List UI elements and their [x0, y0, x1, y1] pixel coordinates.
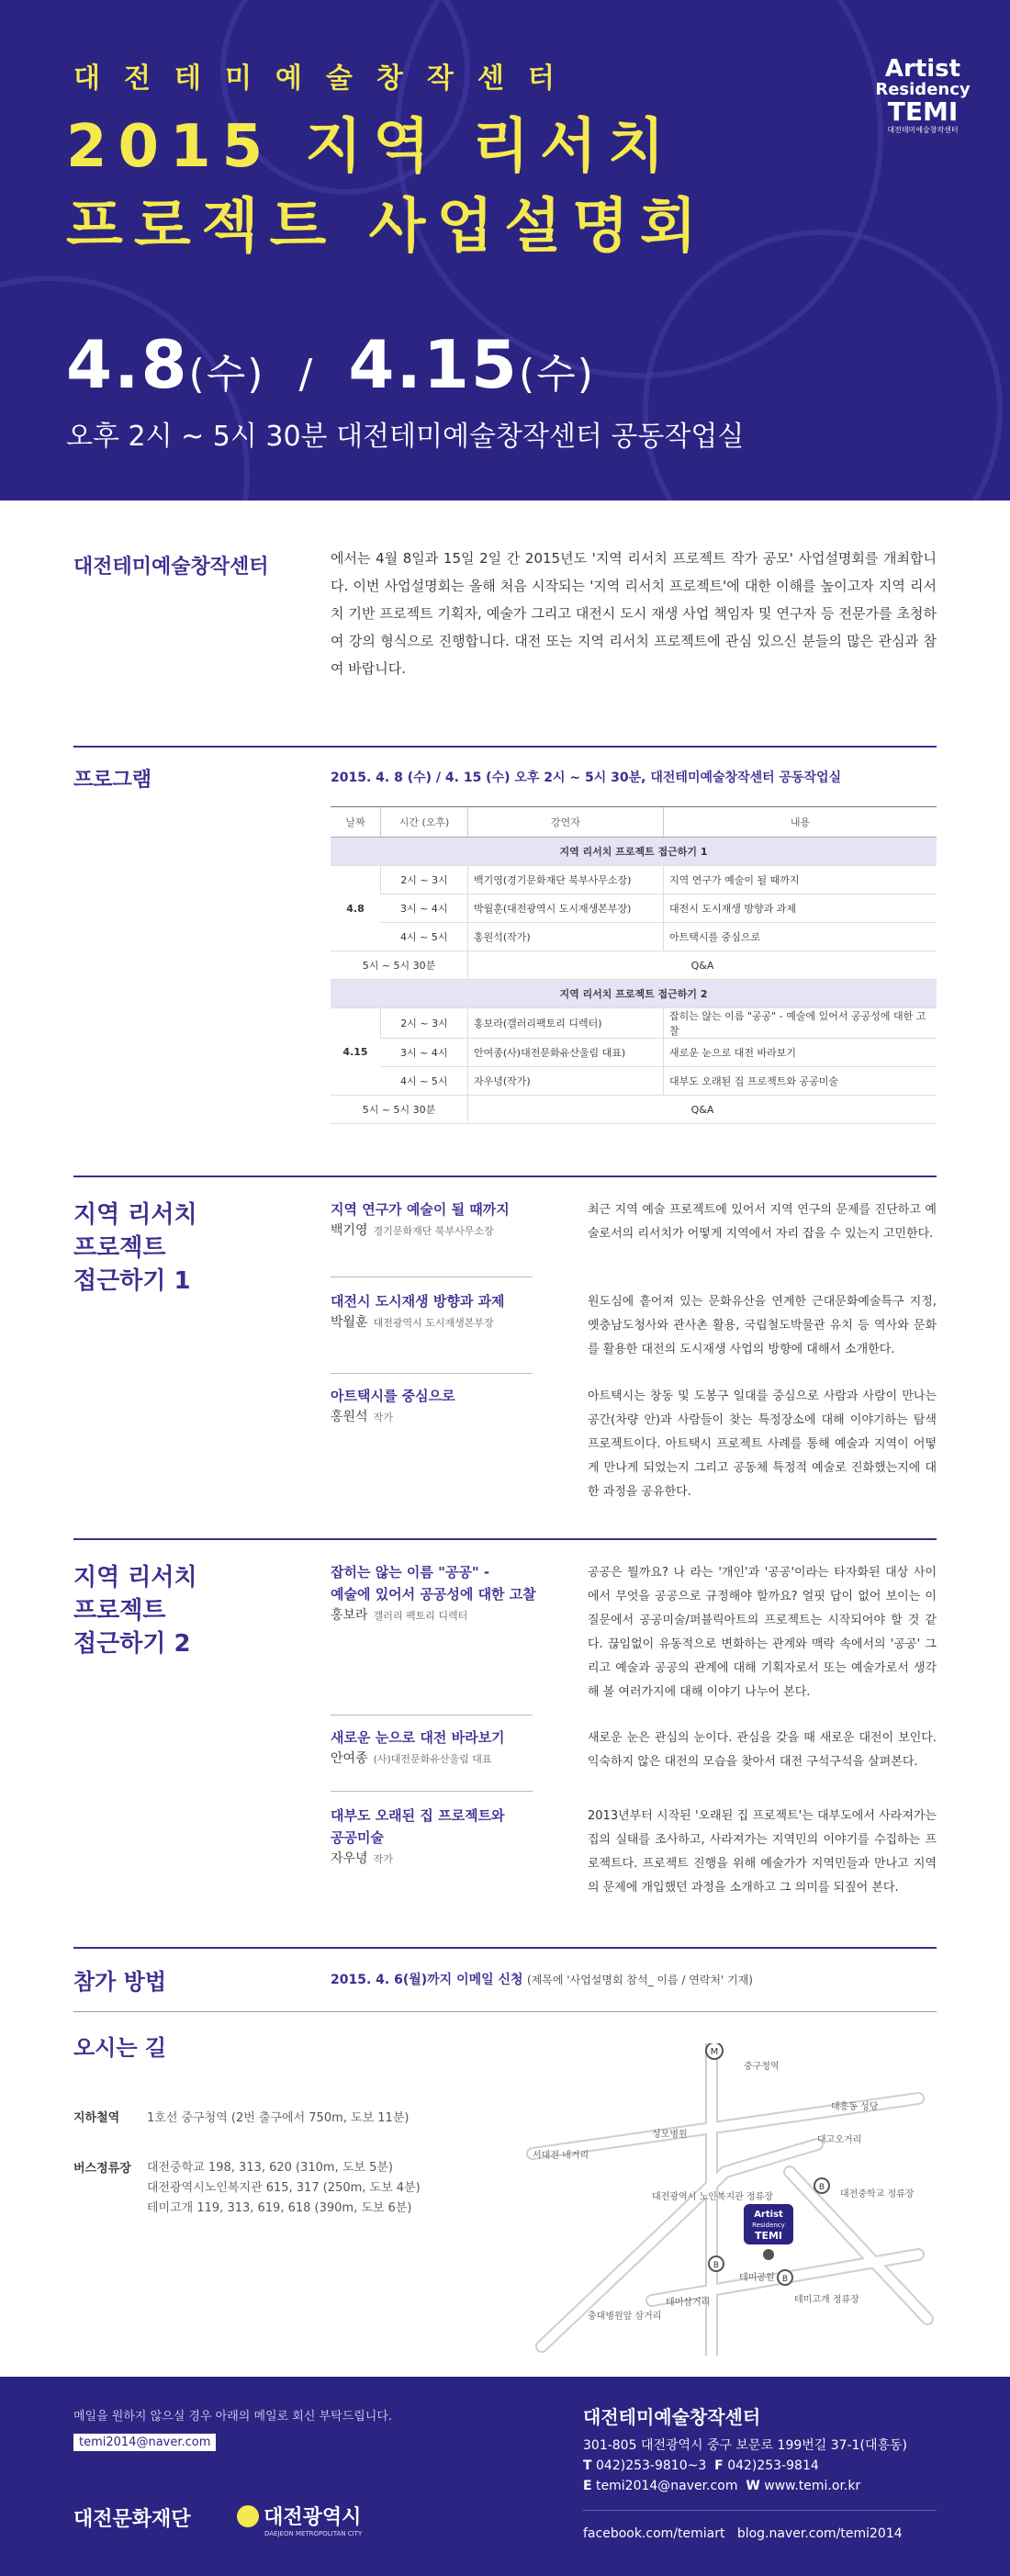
city-name-en: DAEJEON METROPOLITAN CITY [264, 2530, 363, 2537]
table-row [331, 1067, 937, 1096]
footer-org: 대전테미예술창작센터 [583, 2406, 761, 2428]
date-1: 4.8 [66, 326, 189, 403]
session1-item-2 [331, 1290, 533, 1331]
item-description: 원도심에 흩어져 있는 문화유산을 연계한 근대문화예술특구 지정, 옛충남도청사와 관사촌 활용, 국립철도박물관 유치 등 역사와 문화를 활용한 대전의 도시재생 사업의 방향에 대해서 소개한다. [588, 1295, 937, 1356]
map-label-daego: 대고오거리 [817, 2135, 862, 2145]
date-separator: / [298, 351, 315, 398]
city-name: 대전광역시 [264, 2506, 362, 2529]
speaker-cell: 박월훈(대전광역시 도시재생본부장) [468, 894, 664, 923]
fax-value: 042)253-9814 [727, 2458, 819, 2473]
bus-stop: 테미고개 119, 313, 619, 618 (390m, 도보 6분) [147, 2201, 412, 2215]
map-label-daeheung: 대흥동 성당 [831, 2102, 879, 2112]
header-org: 대전테미예술창작센터 [73, 62, 578, 95]
footer-contact [583, 2476, 860, 2496]
subway-label: 지하철역 [73, 2111, 120, 2125]
table-band-row [331, 980, 937, 1008]
table-row [331, 1008, 937, 1039]
speaker-cell: 백기영(경기문화재단 북부사무소장) [468, 866, 664, 894]
logo-text: 대전테미예술창작센터 [887, 126, 959, 134]
content-cell: Q&A [468, 1096, 937, 1124]
session-title-line: 지역 리서치 [73, 1564, 197, 1592]
map-label-hospital: 성모병원 [652, 2130, 688, 2140]
content-cell: 아트택시를 중심으로 [664, 923, 937, 951]
item-speaker [331, 1407, 533, 1425]
day-cell: 4.15 [331, 1008, 381, 1096]
tel-value: 042)253-9810~3 [596, 2458, 707, 2473]
svg-text:Artist: Artist [754, 2210, 783, 2220]
table-row [331, 866, 937, 894]
item-title: 대전시 도시재생 방향과 과제 [331, 1293, 505, 1310]
apply-info [331, 1970, 753, 1988]
col-speaker: 강연자 [468, 807, 664, 838]
session1-item-1 [331, 1198, 533, 1239]
time-cell: 2시 ~ 3시 [381, 1008, 468, 1039]
col-content: 내용 [664, 807, 937, 838]
footer-note: 메일을 원하지 않으실 경우 아래의 메일로 회신 부탁드립니다. [73, 2410, 393, 2424]
time-cell: 4시 ~ 5시 [381, 923, 468, 951]
time-cell: 5시 ~ 5시 30분 [331, 951, 468, 980]
speaker-name: 박월훈 [331, 1315, 368, 1330]
item-title-line2: 공공미술 [331, 1829, 384, 1846]
divider [73, 746, 937, 748]
session-title-line: 프로젝트 [73, 1597, 166, 1625]
intro-text: 에서는 4월 8일과 15일 2일 간 2015년도 '지역 리서치 프로젝트 작가 공모' 사업설명회를 개최합니다. 이번 사업설명회는 올해 처음 시작되는 '지역 리서치 프로젝트'에 대한 이해를 높이고자 지역 리서치 기반 프로젝트 기획자, 예술가 그리고 대전시 도시 재생 사업 책임자 및 연구자 등 전문가를 초청하여 강의 형식으로 진행합니다. 대전 또는 지역 리서치 프로젝트에 관심 있으신 분들의 많은 관심과 참여 바랍니다. [331, 550, 937, 677]
apply-text: 2015. 4. 6(월)까지 이메일 신청 [331, 1973, 523, 1987]
intro-title: 대전테미예술창작센터 [73, 556, 269, 579]
divider [73, 2011, 937, 2012]
subway-marker [706, 2043, 723, 2059]
map-label-samgeori: 테미삼거리 [666, 2298, 711, 2308]
session2-item-1 [331, 1561, 551, 1624]
artist-residency-logo [872, 57, 973, 136]
time-cell: 2시 ~ 3시 [381, 866, 468, 894]
footer-phone [583, 2456, 819, 2476]
divider [73, 1947, 937, 1949]
logo-daejeon-city [237, 2502, 362, 2537]
map-label-elderly: 대전광역시 노인복지관 정류장 [652, 2192, 773, 2202]
session-title-line: 접근하기 2 [73, 1630, 191, 1658]
content-cell: 잡히는 않는 이름 "공공" - 예술에 있어서 공공성에 대한 고찰 [664, 1008, 937, 1039]
speaker-cell: 안여종(사)대전문화유산울림 대표) [468, 1039, 664, 1067]
time-cell: 3시 ~ 4시 [381, 1039, 468, 1067]
bus-label: 버스정류장 [73, 2162, 131, 2176]
speaker-cell: 자우녕(작가) [468, 1067, 664, 1096]
directions-title: 오시는 길 [73, 2035, 167, 2061]
subway-info: 1호선 중구청역 (2번 출구에서 750m, 도보 11분) [147, 2111, 410, 2125]
footer-social-links[interactable]: facebook.com/temiart blog.naver.com/temi2014 [583, 2526, 903, 2541]
web-label: W [746, 2479, 760, 2493]
apply-note: (제목에 '사업설명회 참석_ 이름 / 연락처' 기재) [527, 1974, 753, 1986]
header-title-line1: 2015 지역 리서치 [66, 113, 676, 181]
map-label-dms: 대전중학교 정류장 [840, 2189, 915, 2199]
tel-label: T [583, 2458, 592, 2473]
item-title: 아트택시를 중심으로 [331, 1388, 455, 1404]
item-speaker [331, 1605, 551, 1624]
item-speaker [331, 1221, 533, 1239]
bus-marker [778, 2270, 792, 2285]
item-title: 새로운 눈으로 대전 바라보기 [331, 1729, 505, 1746]
speaker-name: 홍원석 [331, 1410, 368, 1424]
col-date: 날짜 [331, 807, 381, 838]
session-title-line: 지역 리서치 [73, 1201, 197, 1229]
table-row [331, 951, 937, 980]
item-title: 대부도 오래된 집 프로젝트와 [331, 1807, 505, 1824]
svg-text:Residency: Residency [752, 2222, 785, 2229]
header-dates [66, 326, 595, 403]
hero-banner [0, 0, 1010, 501]
bus-marker [814, 2178, 829, 2193]
speaker-role: 갤러리 팩토리 디렉터 [373, 1610, 468, 1622]
item-description: 공공은 뭘까요? 나 라는 '개인'과 '공공'이라는 타자화된 대상 사이에서 무엇을 공공으로 규정해야 할까요? 얼핏 답이 없어 보이는 이 질문에서 공공미술/퍼블릭아트의 프로젝트는 시작되어야 할 것 같다. 끊임없이 유동적으로 변화하는 관계와 맥락 속에서의 '공공' 그리고 예술과 공공의 관계에 대해 기획자로서 또는 예술가로서 생각해 볼 여러가지에 대해 이야기 나누어 본다. [588, 1566, 937, 1699]
band-label: 지역 리서치 프로젝트 접근하기 1 [331, 838, 937, 866]
map-label-temigogae: 테미고개 정류장 [794, 2295, 859, 2305]
svg-text:B: B [818, 2183, 825, 2192]
bus-stop: 대전중학교 198, 313, 620 (310m, 도보 5분) [147, 2161, 393, 2175]
band-label: 지역 리서치 프로젝트 접근하기 2 [331, 980, 937, 1008]
program-headline: 2015. 4. 8 (수) / 4. 15 (수) 오후 2시 ~ 5시 30분, 대전테미예술창작센터 공동작업실 [331, 771, 842, 785]
speaker-role: 대전광역시 도시재생본부장 [373, 1317, 494, 1329]
table-band-row [331, 838, 937, 866]
item-divider [331, 1373, 533, 1374]
fax-label: F [714, 2458, 724, 2473]
program-title: 프로그램 [73, 769, 152, 792]
session1-item-3 [331, 1385, 533, 1425]
item-speaker [331, 1749, 533, 1767]
svg-text:TEMI: TEMI [754, 2230, 783, 2242]
day-cell: 4.8 [331, 866, 381, 951]
weekday-1: (수) [188, 351, 265, 398]
apply-title: 참가 방법 [73, 1969, 167, 1995]
item-description: 아트택시는 창동 및 도봉구 일대를 중심으로 사람과 사람이 만나는 공간(차량 안)과 사람들이 찾는 특정장소에 대해 이야기하는 탐색 프로젝트이다. 아트택시 프로젝트 사례를 통해 예술과 지역이 어떻게 만나게 되었는지 그리고 공동체 특정적 예술로 진화했는지에 대한 과정을 공유한다. [588, 1389, 937, 1499]
speaker-name: 홍보라 [331, 1608, 368, 1623]
content-cell: Q&A [468, 951, 937, 980]
table-row [331, 923, 937, 951]
logo-text: TEMI [887, 96, 959, 127]
content-cell: 새로운 눈으로 대전 바라보기 [664, 1039, 937, 1067]
content-cell: 지역 연구가 예술이 될 때까지 [664, 866, 937, 894]
bus-marker [709, 2256, 724, 2271]
date-2: 4.15 [348, 326, 520, 403]
content-cell: 대부도 오래된 집 프로젝트와 공공미술 [664, 1067, 937, 1096]
session-title-line: 프로젝트 [73, 1234, 166, 1262]
footer [0, 2377, 1010, 2576]
header-time-place: 오후 2시 ~ 5시 30분 대전테미예술창작센터 공동작업실 [66, 421, 745, 453]
table-row [331, 894, 937, 923]
map-label-park: 테미공원 [739, 2273, 775, 2283]
speaker-role: 경기문화재단 북부사무소장 [373, 1225, 494, 1237]
logo-text: Artist [884, 55, 961, 83]
svg-text:B: B [713, 2261, 720, 2270]
speaker-name: 백기영 [331, 1223, 368, 1238]
time-cell: 5시 ~ 5시 30분 [331, 1096, 468, 1124]
item-speaker [331, 1312, 533, 1331]
session2-title [73, 1561, 197, 1660]
bus-stop: 대전광역시노인복지관 615, 317 (250m, 도보 4분) [147, 2181, 421, 2195]
speaker-role: 작가 [373, 1412, 393, 1423]
item-description: 2013년부터 시작된 '오래된 집 프로젝트'는 대부도에서 사라져가는 집의 실태를 조사하고, 사라져가는 지역민의 이야기를 수집하는 프로젝트다. 프로젝트 진행을 위해 예술가가 지역민들과 만나고 지역의 문제에 개입했던 과정을 소개하고 그 의미를 되짚어 본다. [588, 1809, 937, 1895]
speaker-name: 자우녕 [331, 1851, 368, 1866]
svg-text:B: B [781, 2275, 789, 2284]
map-label-station: 중구청역 [744, 2062, 780, 2072]
item-description: 최근 지역 예술 프로젝트에 있어서 지역 연구의 문제를 진단하고 예술로서의 리서치가 어떻게 지역에서 자리 잡을 수 있는지 고민한다. [588, 1203, 937, 1241]
speaker-role: (사)대전문화유산울림 대표 [373, 1753, 492, 1765]
item-divider [331, 1791, 533, 1792]
logo-text: Residency [875, 80, 971, 99]
session-title-line: 접근하기 1 [73, 1267, 191, 1295]
footer-address: 301-805 대전광역시 중구 보문로 199번길 37-1(대흥동) [583, 2438, 908, 2453]
bus-info [147, 2158, 421, 2219]
email-label: E [583, 2479, 592, 2493]
map-label-chungdae: 충대병원앞 삼거리 [588, 2312, 662, 2322]
content-cell: 대전시 도시재생 방향과 과제 [664, 894, 937, 923]
map-label-seodaejeon: 서대전 네거리 [533, 2151, 589, 2161]
table-row [331, 1096, 937, 1124]
speaker-cell: 홍보라(갤러리팩토리 디렉터) [468, 1008, 664, 1039]
footer-mail-link[interactable]: temi2014@naver.com [73, 2434, 216, 2451]
item-speaker [331, 1849, 533, 1867]
speaker-role: 작가 [373, 1853, 393, 1865]
logo-daejeon-foundation: 대전문화재단 [73, 2508, 191, 2531]
location-map [514, 2043, 937, 2356]
col-time: 시간 (오후) [381, 807, 468, 838]
email-link[interactable]: temi2014@naver.com [596, 2479, 738, 2493]
svg-text:M: M [710, 2047, 719, 2057]
header-title-line2: 프로젝트 사업설명회 [66, 193, 708, 261]
time-cell: 3시 ~ 4시 [381, 894, 468, 923]
table-row [331, 1039, 937, 1067]
weekday-2: (수) [519, 351, 595, 398]
divider [583, 2510, 937, 2511]
speaker-cell: 홍원석(작가) [468, 923, 664, 951]
web-link[interactable]: www.temi.or.kr [764, 2479, 861, 2493]
program-table [331, 806, 937, 1124]
item-title-line2: 예술에 있어서 공공성에 대한 고찰 [331, 1586, 536, 1603]
divider [73, 1176, 937, 1177]
speaker-name: 안여종 [331, 1751, 368, 1766]
temi-location-marker [744, 2204, 793, 2260]
time-cell: 4시 ~ 5시 [381, 1067, 468, 1096]
city-emblem-icon [237, 2505, 259, 2527]
item-title: 잡히는 않는 이름 "공공" - [331, 1564, 490, 1580]
session2-item-2 [331, 1727, 533, 1767]
item-title: 지역 연구가 예술이 될 때까지 [331, 1201, 510, 1218]
item-description: 새로운 눈은 관심의 눈이다. 관심을 갖을 때 새로운 대전이 보인다. 익숙하지 않은 대전의 모습을 찾아서 대전 구석구석을 살펴본다. [588, 1731, 937, 1769]
session1-title [73, 1198, 197, 1298]
divider [73, 1538, 937, 1540]
session2-item-3 [331, 1805, 533, 1867]
